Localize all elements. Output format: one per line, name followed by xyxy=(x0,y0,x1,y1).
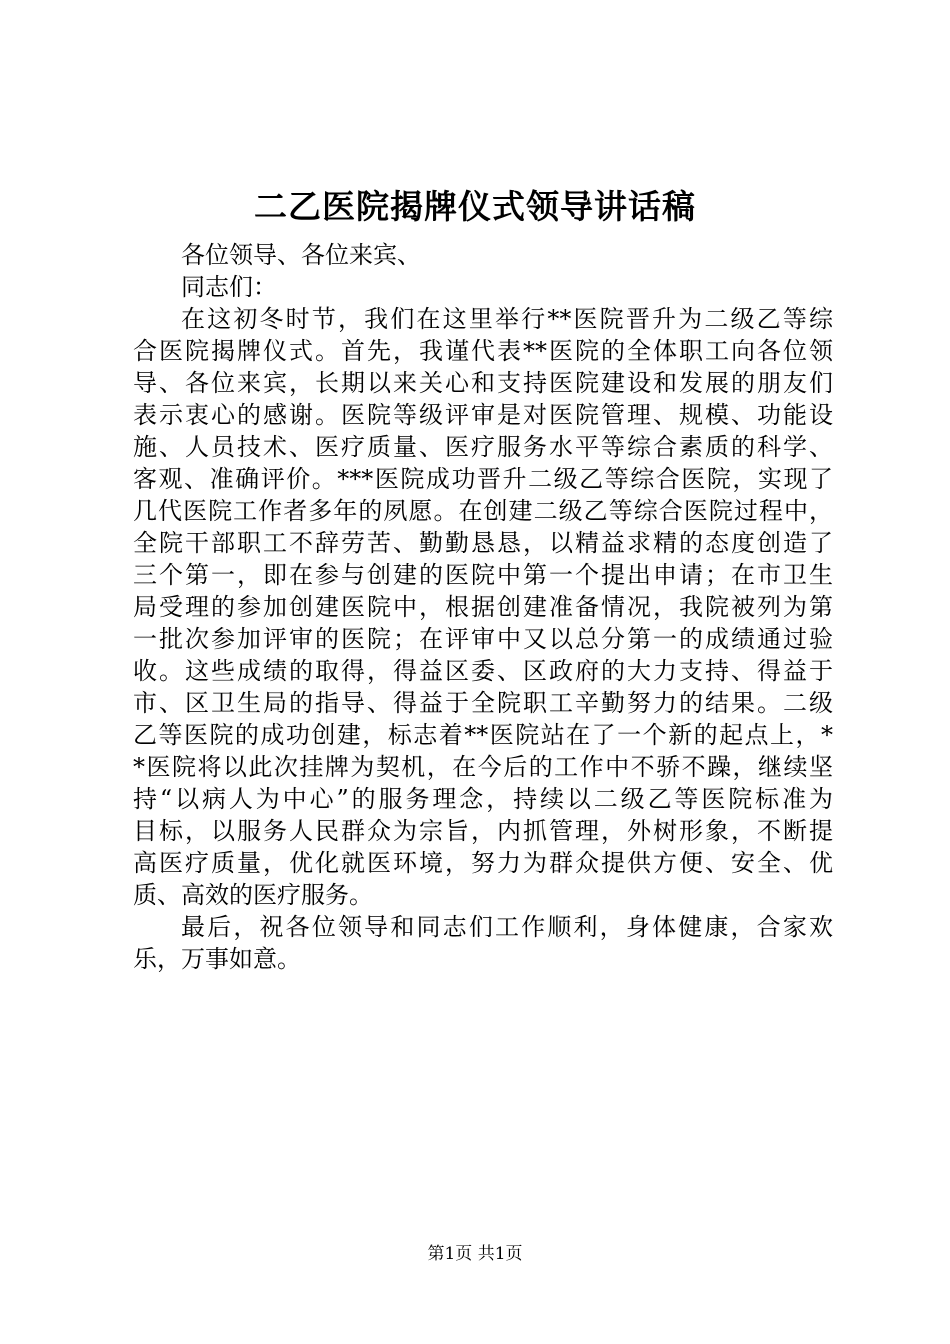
greeting-line: 同志们： xyxy=(181,273,277,301)
body-line: 在这初冬时节，我们在这里举行**医院晋升为二级乙等综 xyxy=(181,305,833,333)
body-line: 全院干部职工不辞劳苦、勤勤恳恳，以精益求精的态度创造了 xyxy=(133,529,833,557)
body-line: 质、高效的医疗服务。 xyxy=(133,881,373,909)
document-title: 二乙医院揭牌仪式领导讲话稿 xyxy=(254,187,696,226)
body-line: 合医院揭牌仪式。首先，我谨代表**医院的全体职工向各位领 xyxy=(133,337,833,365)
body-line: 市、区卫生局的指导、得益于全院职工辛勤努力的结果。二级 xyxy=(133,689,833,717)
body-line: 收。这些成绩的取得，得益区委、区政府的大力支持、得益于 xyxy=(133,657,833,685)
closing-line: 乐，万事如意。 xyxy=(133,945,301,973)
body-line: 导、各位来宾，长期以来关心和支持医院建设和发展的朋友们 xyxy=(133,369,833,397)
body-line: 一批次参加评审的医院；在评审中又以总分第一的成绩通过验 xyxy=(133,625,833,653)
body-line: 表示衷心的感谢。医院等级评审是对医院管理、规模、功能设 xyxy=(133,401,833,429)
greeting-line: 各位领导、各位来宾、 xyxy=(181,241,421,269)
body-line: 乙等医院的成功创建，标志着**医院站在了一个新的起点上，* xyxy=(133,721,833,749)
body-line: 目标，以服务人民群众为宗旨，内抓管理，外树形象，不断提 xyxy=(133,817,833,845)
body-line: 高医疗质量，优化就医环境，努力为群众提供方便、安全、优 xyxy=(133,849,833,877)
body-line: 持“以病人为中心”的服务理念，持续以二级乙等医院标准为 xyxy=(133,785,833,813)
body-line: 三个第一，即在参与创建的医院中第一个提出申请；在市卫生 xyxy=(133,561,833,589)
body-line: 施、人员技术、医疗质量、医疗服务水平等综合素质的科学、 xyxy=(133,433,833,461)
closing-line: 最后，祝各位领导和同志们工作顺利，身体健康，合家欢 xyxy=(181,913,833,941)
body-line: 客观、准确评价。***医院成功晋升二级乙等综合医院，实现了 xyxy=(133,465,833,493)
page-number-footer: 第1页 共1页 xyxy=(427,1244,523,1264)
body-line: 局受理的参加创建医院中，根据创建准备情况，我院被列为第 xyxy=(133,593,833,621)
body-line: 几代医院工作者多年的夙愿。在创建二级乙等综合医院过程中， xyxy=(133,497,833,525)
body-line: *医院将以此次挂牌为契机，在今后的工作中不骄不躁，继续坚 xyxy=(133,753,833,781)
